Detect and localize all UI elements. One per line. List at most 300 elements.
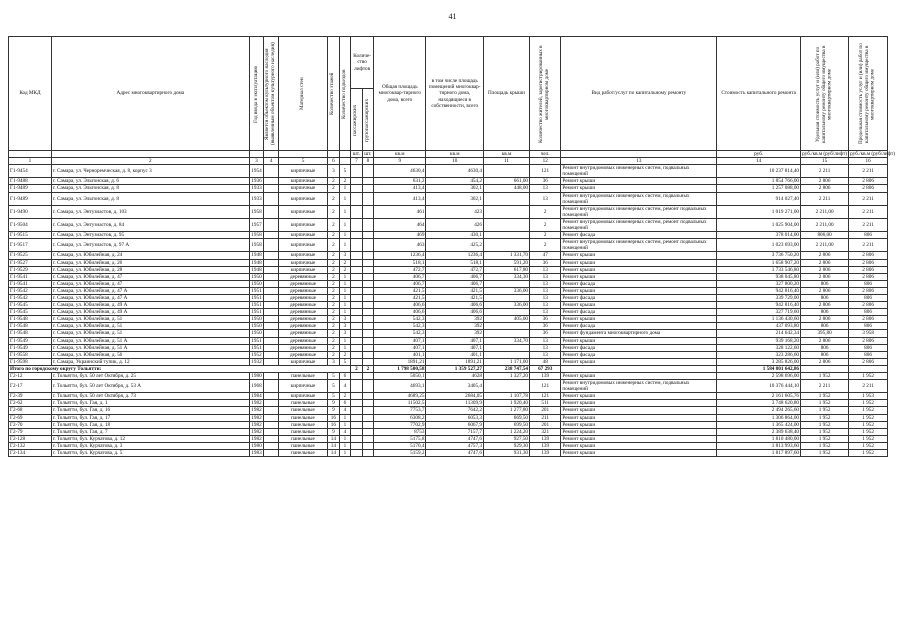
table-cell: 201 — [530, 407, 561, 414]
table-cell: 401,1 — [426, 351, 484, 358]
table-cell: панельные — [278, 442, 327, 449]
column-number-cell: 12 — [530, 158, 561, 165]
table-header — [9, 37, 895, 165]
header-owned-area: в том числе площадь помещений многоквар-тирного дома, находящиеся в собственности, всего — [426, 37, 484, 151]
table-cell: 4630,4 — [374, 165, 426, 178]
table-cell: деревянные — [278, 344, 327, 351]
table-cell: 942 816,40 — [717, 302, 801, 309]
table-cell: 542,3 — [374, 323, 426, 330]
table-cell: 2 806 — [849, 316, 888, 323]
table-cell: 2 211 — [849, 239, 888, 252]
table-cell — [264, 232, 279, 239]
table-cell: 1 025 904,00 — [717, 218, 801, 231]
table-cell — [351, 407, 363, 414]
table-cell: 542,3 — [374, 316, 426, 323]
table-cell: 6 — [339, 400, 351, 407]
table-cell: кирпичные — [278, 266, 327, 273]
header-roof-area: Площадь крыши — [483, 37, 529, 151]
table-cell: 1948 — [249, 259, 264, 266]
table-cell: 1951 — [249, 337, 264, 344]
table-cell — [362, 330, 374, 337]
table-cell — [483, 218, 529, 231]
table-cell: 4757,3 — [426, 442, 484, 449]
table-cell: 2 806 — [849, 287, 888, 294]
table-cell: 1 224,20 — [483, 428, 529, 435]
table-cell: 448,00 — [483, 185, 529, 192]
table-row — [9, 287, 888, 294]
table-cell: Ремонт крыши — [561, 259, 717, 266]
table-cell: 1933 — [249, 185, 264, 192]
table-cell: Г1-9598 — [9, 358, 52, 365]
table-cell — [264, 192, 279, 205]
total-empty — [849, 365, 888, 372]
table-cell: г. Самара, ул. Юбилейная, д. 26 — [51, 259, 249, 266]
table-cell: г. Самара, Украинский тупик, д. 12 — [51, 358, 249, 365]
table-cell: г. Тольятти, бул. Гая, д. 1 — [51, 400, 249, 407]
table-cell — [362, 302, 374, 309]
table-cell: 2 — [328, 316, 340, 323]
table-cell: 1 — [339, 273, 351, 280]
unit-cell: руб./кв.м (руб/лифт) — [802, 151, 847, 157]
table-cell: 1 920,40 — [483, 400, 529, 407]
table-cell — [351, 428, 363, 435]
table-cell: 1954 — [249, 165, 264, 178]
table-cell — [351, 393, 363, 400]
units-row — [9, 151, 888, 158]
table-cell: 3 285 826,00 — [717, 358, 801, 365]
table-cell: 806 — [849, 309, 888, 316]
table-cell: 3 — [328, 358, 340, 365]
table-cell — [264, 218, 279, 231]
table-row — [9, 239, 888, 252]
table-row — [9, 266, 888, 273]
table-cell: Г1-9548 — [9, 316, 52, 323]
table-cell: 631,2 — [374, 178, 426, 185]
table-cell: 3 — [339, 330, 351, 337]
table-cell: 6 — [339, 373, 351, 380]
table-cell: 1950 — [249, 323, 264, 330]
capital-repair-table — [8, 36, 895, 457]
table-cell: 1 953 — [849, 393, 888, 400]
table-cell: 1 — [339, 239, 351, 252]
table-cell: 336,00 — [483, 302, 529, 309]
table-cell: 2 — [328, 273, 340, 280]
table-cell: панельные — [278, 373, 327, 380]
table-cell: 1 952 — [801, 414, 849, 421]
table-cell: 121 — [530, 393, 561, 400]
header-address: Адрес многоквартирного дома — [51, 37, 249, 151]
table-cell — [483, 192, 529, 205]
header-entrances: Количество подъездов — [340, 68, 347, 119]
table-cell: 2 806 — [801, 287, 849, 294]
table-cell — [351, 252, 363, 259]
table-row — [9, 280, 888, 287]
table-cell: 2 — [339, 266, 351, 273]
table-cell: Г1-9525 — [9, 252, 52, 259]
table-cell: кирпичные — [278, 358, 327, 365]
table-cell: 5 — [328, 380, 340, 393]
table-cell: 806 — [849, 280, 888, 287]
unit-cell: чел. — [530, 151, 561, 158]
table-cell: 407,1 — [374, 337, 426, 344]
table-cell: 2 211,00 — [801, 239, 849, 252]
table-cell: Г1-9504 — [9, 218, 52, 231]
table-cell: г. Самара, ул. Юбилейная, д. 51 — [51, 316, 249, 323]
table-cell — [264, 421, 279, 428]
table-cell: 413,4 — [374, 192, 426, 205]
table-cell — [264, 309, 279, 316]
table-cell — [362, 205, 374, 218]
table-cell: 591,20 — [483, 259, 529, 266]
table-cell: г. Самара, ул. Черноремческая, д. 8, корпус 3 — [51, 165, 249, 178]
table-cell: г. Самара, ул. Юбилейная, д. 28 — [51, 266, 249, 273]
table-cell: 4747,6 — [426, 450, 484, 457]
table-cell — [362, 344, 374, 351]
table-cell: 1 — [339, 287, 351, 294]
table-cell: 2 211 — [801, 192, 849, 205]
table-cell — [351, 185, 363, 192]
table-cell: 2 — [328, 302, 340, 309]
table-cell: г. Самара, ул. Юбилейная, д. 47 А — [51, 287, 249, 294]
table-cell: 2 — [339, 178, 351, 185]
total-cost: 1 584 801 642,86 — [717, 365, 801, 372]
table-cell: 806 — [801, 351, 849, 358]
column-number-cell — [339, 158, 351, 165]
table-cell: 461 — [374, 205, 426, 218]
table-cell — [362, 435, 374, 442]
table-cell: г. Тольятти, бул. Гая, д. 16 — [51, 407, 249, 414]
table-cell — [483, 205, 529, 218]
table-cell: 2 — [328, 266, 340, 273]
table-cell: 328 122,60 — [717, 344, 801, 351]
table-cell: кирпичные — [278, 259, 327, 266]
table-cell: Г1-9541 — [9, 280, 52, 287]
table-cell: 518,1 — [426, 259, 484, 266]
table-cell — [362, 165, 374, 178]
table-cell: 1 — [339, 185, 351, 192]
table-cell: 421,5 — [374, 294, 426, 301]
header-code: Код МКД — [9, 37, 52, 151]
table-cell — [362, 280, 374, 287]
table-cell: Г1-9488 — [9, 178, 52, 185]
header-lifts-pass: пассажирских — [352, 103, 359, 136]
unit-cell — [328, 151, 340, 158]
table-cell: 6053,3 — [426, 414, 484, 421]
table-cell: Ремонт внутридомовых инженерных систем, подвальных помещений — [561, 380, 717, 393]
table-cell: Ремонт крыши — [561, 337, 717, 344]
table-cell: 2 806 — [801, 266, 849, 273]
table-cell — [362, 266, 374, 273]
table-cell: Г1-9515 — [9, 232, 52, 239]
table-cell — [264, 330, 279, 337]
table-cell: 1 658 907,20 — [717, 259, 801, 266]
table-cell: 3 — [339, 323, 351, 330]
table-cell — [362, 407, 374, 414]
table-cell: 4689,25 — [374, 393, 426, 400]
header-work-type: Вид работ/услуг по капитальному ремонту — [561, 37, 717, 151]
table-cell: деревянные — [278, 337, 327, 344]
table-cell: 36 — [530, 178, 561, 185]
table-cell: 2 161 605,76 — [717, 393, 801, 400]
table-cell: 13 — [530, 302, 561, 309]
table-cell: 36 — [530, 316, 561, 323]
table-cell: Ремонт фасада — [561, 294, 717, 301]
table-cell: 806 — [801, 323, 849, 330]
table-cell: 2 806 — [849, 178, 888, 185]
table-cell: 1 952 — [801, 421, 849, 428]
table-cell: 2 — [328, 323, 340, 330]
table-row — [9, 373, 888, 380]
table-cell: 1 952 — [849, 407, 888, 414]
table-cell: 1968 — [249, 380, 264, 393]
table-cell: 2 806 — [849, 302, 888, 309]
table-cell: 13 — [530, 294, 561, 301]
table-cell: панельные — [278, 435, 327, 442]
column-number-cell: 6 — [328, 158, 340, 165]
table-cell — [264, 358, 279, 365]
table-cell: 139 — [530, 442, 561, 449]
table-cell: 1 171,00 — [483, 358, 529, 365]
table-row — [9, 302, 888, 309]
table-cell: деревянные — [278, 330, 327, 337]
table-cell — [351, 232, 363, 239]
page-number: 41 — [448, 12, 457, 21]
table-cell: 1951 — [249, 287, 264, 294]
table-cell: 1 306 864,00 — [717, 414, 801, 421]
table-cell — [362, 192, 374, 205]
table-row — [9, 185, 888, 192]
table-cell: 2 — [328, 185, 340, 192]
table-cell — [362, 400, 374, 407]
table-cell: Г1-9545 — [9, 309, 52, 316]
table-row — [9, 316, 888, 323]
table-cell — [351, 450, 363, 457]
table-row — [9, 428, 888, 435]
table-cell: 48 — [530, 358, 561, 365]
table-cell: г. Самара, ул. Юбилейная, д. 51 А — [51, 337, 249, 344]
table-cell: 392 — [426, 323, 484, 330]
table-cell: г. Тольятти, бул. 50 лет Октября, д. 25 — [51, 373, 249, 380]
table-cell: 5170,4 — [374, 442, 426, 449]
table-cell: 1948 — [249, 266, 264, 273]
table-cell — [264, 393, 279, 400]
table-cell — [362, 259, 374, 266]
table-cell: Ремонт крыши — [561, 373, 717, 380]
table-cell — [264, 435, 279, 442]
table-cell: 2 211 — [801, 165, 849, 178]
table-cell: 4747,6 — [426, 435, 484, 442]
table-cell — [264, 323, 279, 330]
table-cell: 1 854 766,00 — [717, 178, 801, 185]
table-cell — [351, 351, 363, 358]
table-cell: г. Самара, ул. Энтузиастов, д. 84 — [51, 218, 249, 231]
table-cell — [264, 178, 279, 185]
table-cell: 806 — [801, 294, 849, 301]
table-cell: 1936 — [249, 178, 264, 185]
table-cell: 942 816,40 — [717, 287, 801, 294]
table-cell: 542,3 — [374, 330, 426, 337]
table-row — [9, 435, 888, 442]
table-cell: 1 — [339, 344, 351, 351]
column-number-cell: 5 — [278, 158, 327, 165]
table-row — [9, 450, 888, 457]
table-cell — [264, 373, 279, 380]
table-cell: 321 — [530, 428, 561, 435]
table-row — [9, 273, 888, 280]
table-cell: 806 — [849, 351, 888, 358]
table-cell: 806 — [801, 344, 849, 351]
table-cell — [351, 373, 363, 380]
table-cell: 4630,4 — [426, 165, 484, 178]
table-cell: 5 — [339, 358, 351, 365]
table-cell — [264, 380, 279, 393]
table-cell: 201 — [530, 421, 561, 428]
table-cell: Г1-9548 — [9, 330, 52, 337]
table-cell: 2 — [328, 259, 340, 266]
table-cell: 1 331,70 — [483, 252, 529, 259]
table-cell: 2 — [339, 351, 351, 358]
table-row — [9, 205, 888, 218]
table-cell: 6308,2 — [374, 414, 426, 421]
table-cell: 407,1 — [426, 337, 484, 344]
table-cell: 1 — [339, 232, 351, 239]
table-cell — [264, 165, 279, 178]
table-cell: г. Самара, ул. Юбилейная, д. 24 — [51, 252, 249, 259]
table-cell: 1950 — [249, 273, 264, 280]
table-cell: 2 — [328, 192, 340, 205]
table-cell: г. Самара, ул. Эльтонская, д. 8 — [51, 192, 249, 205]
table-cell — [483, 280, 529, 287]
table-cell: 454,2 — [426, 178, 484, 185]
table-cell: 7642,2 — [426, 407, 484, 414]
table-cell: 2 806 — [801, 302, 849, 309]
table-cell — [362, 351, 374, 358]
table-cell: 1950 — [249, 316, 264, 323]
header-lifts: Количе-ство лифтов — [351, 37, 374, 89]
table-cell: 1 — [339, 309, 351, 316]
table-cell — [483, 294, 529, 301]
table-cell: 806 — [849, 232, 888, 239]
table-cell: 395,80 — [801, 330, 849, 337]
table-cell: 10 237 814,40 — [717, 165, 801, 178]
table-cell: 1 — [339, 421, 351, 428]
table-cell: 13 — [530, 337, 561, 344]
table-cell: 334,30 — [483, 273, 529, 280]
table-cell — [264, 302, 279, 309]
table-cell: Г2-68 — [9, 407, 52, 414]
table-cell: Ремонт крыши — [561, 287, 717, 294]
column-number-cell: 14 — [717, 158, 801, 165]
total-empty — [801, 365, 849, 372]
table-cell: 378 014,00 — [717, 232, 801, 239]
table-cell — [362, 287, 374, 294]
table-cell: 1 952 — [849, 373, 888, 380]
table-cell — [264, 414, 279, 421]
table-cell: 2 211,00 — [801, 218, 849, 231]
header-residents: Количество жителей, зарегистрированных в многоквартирном доме — [538, 44, 551, 143]
table-cell: 1950 — [249, 330, 264, 337]
table-cell: кирпичные — [278, 192, 327, 205]
header-unit-cost: Удельная стоимость услуг и (или) работ по капитальному ремонту общего имущества в многоквартирном доме — [814, 44, 833, 143]
table-cell — [362, 323, 374, 330]
table-cell: кирпичные — [278, 239, 327, 252]
table-cell: 36 — [530, 330, 561, 337]
table-cell: 302,1 — [426, 185, 484, 192]
table-cell: 1951 — [249, 309, 264, 316]
table-cell: г. Самара, ул. Юбилейная, д. 51 — [51, 323, 249, 330]
table-cell: 1891,21 — [374, 358, 426, 365]
table-cell: 511 — [530, 400, 561, 407]
table-cell: 1983 — [249, 450, 264, 457]
table-cell: 14 — [328, 450, 340, 457]
table-cell — [351, 337, 363, 344]
table-row — [9, 330, 888, 337]
table-cell: 36 — [530, 323, 561, 330]
table-cell: 139 — [530, 435, 561, 442]
table-cell: 1982 — [249, 400, 264, 407]
table-cell: г. Самара, ул. Юбилейная, д. 47 А — [51, 294, 249, 301]
table-cell: Ремонт крыши — [561, 407, 717, 414]
table-cell: 13 — [530, 266, 561, 273]
column-number-cell: 13 — [561, 158, 717, 165]
table-cell: Ремонт крыши — [561, 273, 717, 280]
table-cell: 13 — [530, 273, 561, 280]
table-cell — [351, 435, 363, 442]
table-cell: 469 — [374, 232, 426, 239]
table-cell: 1933 — [249, 192, 264, 205]
table-cell: г. Тольятти, бул. 50 лет Октября, д. 73 — [51, 393, 249, 400]
table-cell: Ремонт внутридомовых инженерных систем, подвальных помещений — [561, 165, 717, 178]
table-cell: 16 — [328, 414, 340, 421]
table-cell: 1 — [339, 414, 351, 421]
table-cell: Ремонт крыши — [561, 393, 717, 400]
table-cell: 1 952 — [849, 435, 888, 442]
table-cell: 2 806 — [849, 266, 888, 273]
table-cell: Ремонт внутридомовых инженерных систем, подвальных помещений — [561, 192, 717, 205]
table-cell: 1 257 088,00 — [717, 185, 801, 192]
table-cell — [351, 414, 363, 421]
table-cell: 1 952 — [801, 393, 849, 400]
table-cell — [264, 273, 279, 280]
table-cell: 929,30 — [483, 442, 529, 449]
total-roof-area: 238 747,54 — [483, 365, 529, 372]
table-cell: 4 — [339, 380, 351, 393]
table-cell: 1 327,20 — [483, 373, 529, 380]
table-cell: 2 — [328, 252, 340, 259]
table-cell: 13 — [530, 351, 561, 358]
table-cell — [264, 450, 279, 457]
table-cell: г. Самара, ул. Энтузиастов, д. 97 А — [51, 239, 249, 252]
table-cell: Г2-17 — [9, 380, 52, 393]
table-cell: 1 952 — [801, 450, 849, 457]
table-cell — [362, 239, 374, 252]
table-cell: 1 — [339, 337, 351, 344]
table-cell: 2 494 265,60 — [717, 407, 801, 414]
table-cell: г. Тольятти, бул. Курчатова, д. 3 — [51, 442, 249, 449]
table-cell: Г1-9489 — [9, 185, 52, 192]
table-cell: кирпичные — [278, 252, 327, 259]
table-cell: Г1-9529 — [9, 266, 52, 273]
table-body — [9, 165, 888, 457]
table-cell: 2 — [328, 287, 340, 294]
table-cell: 2 806 — [849, 259, 888, 266]
table-cell: 1236,4 — [426, 252, 484, 259]
table-cell: г. Самара, ул. Эльтонская, д. 8 — [51, 185, 249, 192]
table-cell — [362, 309, 374, 316]
table-cell: 8753 — [374, 428, 426, 435]
table-cell: панельные — [278, 414, 327, 421]
table-cell: 9 — [328, 428, 340, 435]
